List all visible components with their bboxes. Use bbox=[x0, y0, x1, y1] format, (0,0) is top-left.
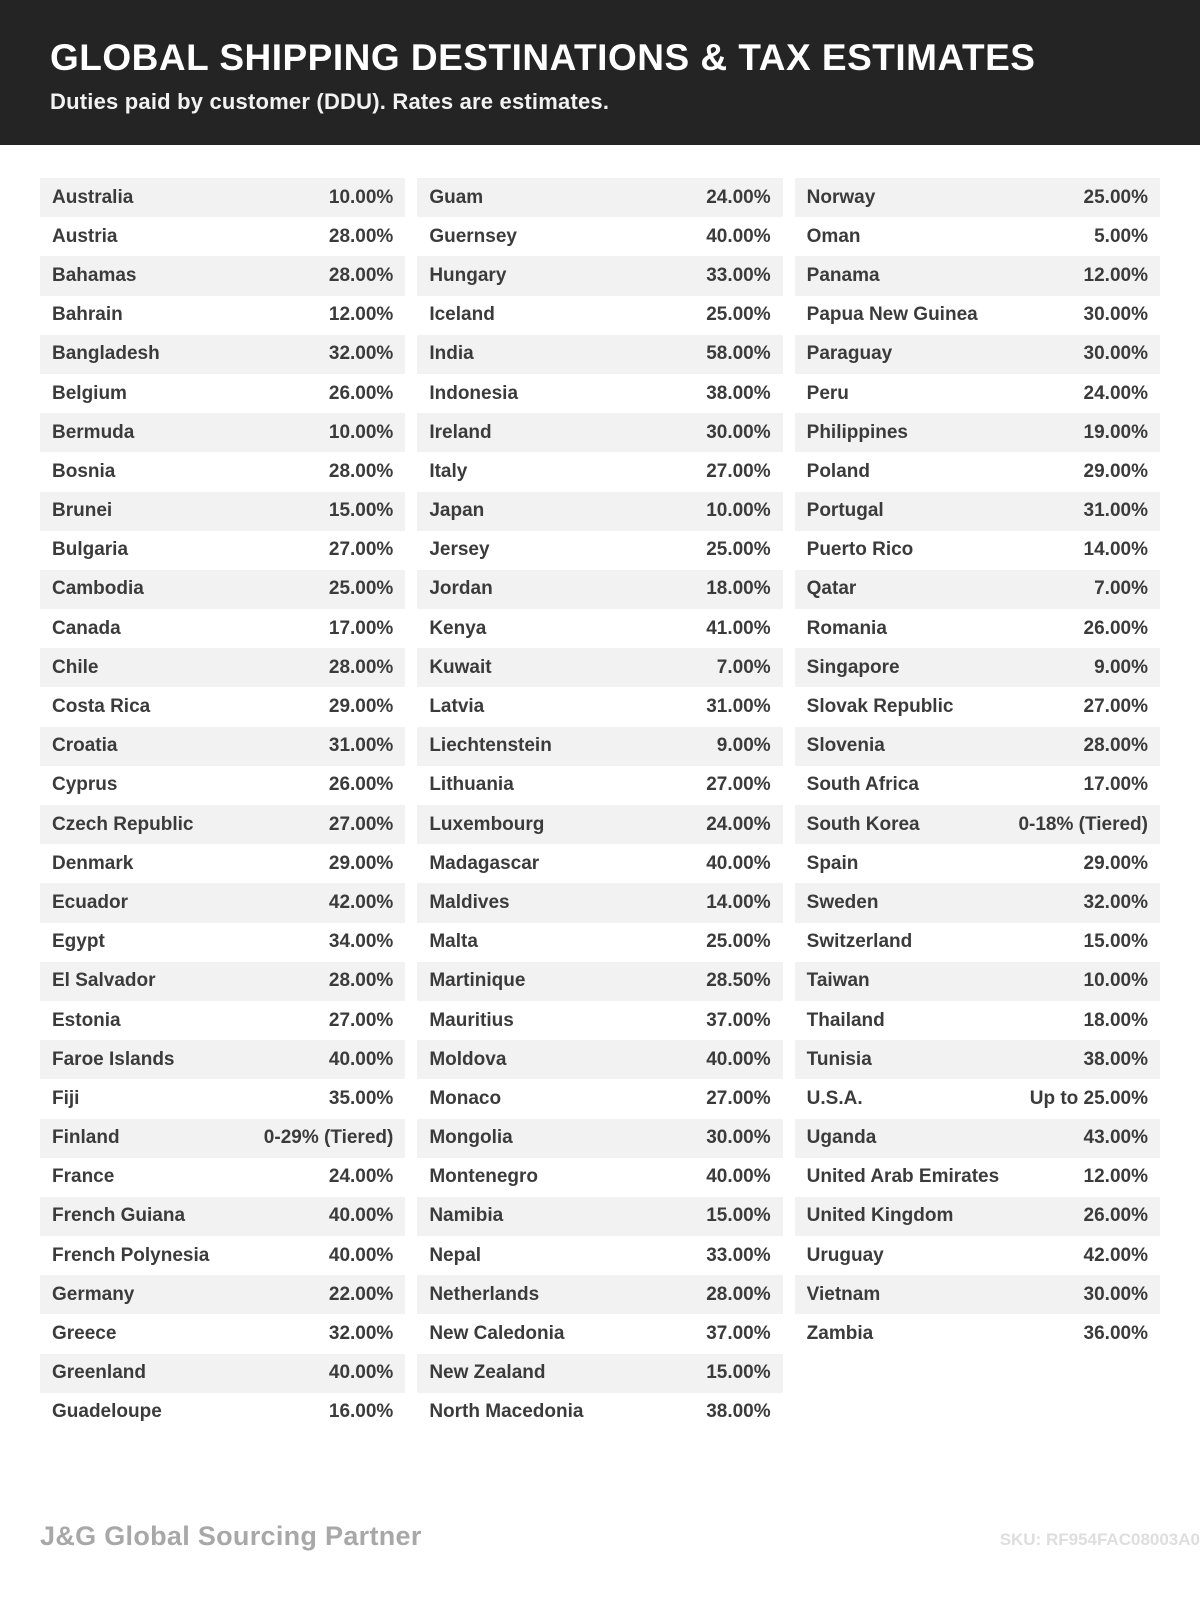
table-row bbox=[40, 570, 405, 609]
table-row bbox=[795, 648, 1160, 687]
country-name: French Polynesia bbox=[52, 1244, 210, 1266]
country-name: Egypt bbox=[52, 931, 105, 953]
table-row bbox=[40, 1040, 405, 1079]
country-name: Singapore bbox=[806, 656, 900, 678]
tax-rate: 0-29% (Tiered) bbox=[263, 1127, 394, 1149]
tax-rate: 15.00% bbox=[706, 1362, 771, 1384]
tax-rate: 24.00% bbox=[706, 813, 771, 835]
tax-rate: 10.00% bbox=[328, 186, 394, 208]
tax-rate: 27.00% bbox=[1083, 696, 1148, 718]
tax-rate: 0-18% (Tiered) bbox=[1018, 813, 1148, 835]
tax-rate: 10.00% bbox=[328, 421, 394, 443]
country-name: Maldives bbox=[429, 891, 510, 913]
tax-rate: 25.00% bbox=[706, 931, 771, 953]
table-row bbox=[795, 492, 1160, 531]
tax-rate: 40.00% bbox=[706, 852, 771, 874]
tax-rate: 24.00% bbox=[706, 186, 771, 208]
tax-rate: 24.00% bbox=[328, 1166, 394, 1188]
country-name: Germany bbox=[52, 1283, 135, 1305]
country-name: Croatia bbox=[52, 735, 118, 757]
table-row bbox=[417, 335, 782, 374]
tax-rate: 12.00% bbox=[1083, 264, 1148, 286]
country-name: South Africa bbox=[806, 774, 919, 796]
table-row bbox=[795, 178, 1160, 217]
country-name: France bbox=[52, 1166, 115, 1188]
country-name: Greenland bbox=[52, 1362, 146, 1384]
table-row bbox=[417, 1001, 782, 1040]
table-row bbox=[417, 766, 782, 805]
tax-rate: 31.00% bbox=[328, 735, 394, 757]
table-row bbox=[40, 1158, 405, 1197]
country-name: Slovak Republic bbox=[806, 696, 954, 718]
country-name: Estonia bbox=[52, 1009, 121, 1031]
table-row bbox=[40, 256, 405, 295]
rate-column-2 bbox=[417, 178, 782, 1432]
country-name: Australia bbox=[52, 186, 134, 208]
brand-name: J&G Global Sourcing Partner bbox=[40, 1521, 422, 1551]
tax-rate: 30.00% bbox=[1083, 304, 1148, 326]
table-row bbox=[40, 374, 405, 413]
tax-rate: 42.00% bbox=[328, 891, 394, 913]
country-name: United Kingdom bbox=[806, 1205, 954, 1227]
tax-rate: 58.00% bbox=[706, 343, 771, 365]
country-name: Guam bbox=[429, 186, 484, 208]
header bbox=[0, 0, 1200, 145]
tax-rate: 28.00% bbox=[328, 970, 394, 992]
table-row bbox=[417, 1236, 782, 1275]
tax-rate: 26.00% bbox=[1083, 617, 1148, 639]
table-row bbox=[795, 805, 1160, 844]
country-name: Chile bbox=[52, 656, 99, 678]
table-row bbox=[795, 1001, 1160, 1040]
table-row bbox=[417, 531, 782, 570]
country-name: South Korea bbox=[806, 813, 920, 835]
country-name: Nepal bbox=[429, 1244, 482, 1266]
table-row bbox=[40, 217, 405, 256]
table-row bbox=[40, 687, 405, 726]
tax-rate: 32.00% bbox=[1083, 891, 1148, 913]
table-row bbox=[795, 1119, 1160, 1158]
country-name: U.S.A. bbox=[806, 1087, 863, 1109]
tax-rate: 28.00% bbox=[328, 656, 394, 678]
tax-rate: 18.00% bbox=[1083, 1009, 1148, 1031]
country-name: Montenegro bbox=[429, 1166, 539, 1188]
country-name: United Arab Emirates bbox=[806, 1166, 1000, 1188]
tax-rate: 9.00% bbox=[716, 735, 771, 757]
country-name: Costa Rica bbox=[52, 696, 151, 718]
country-name: Spain bbox=[806, 852, 859, 874]
tax-rate: 25.00% bbox=[706, 304, 771, 326]
table-row bbox=[40, 805, 405, 844]
page-subtitle: Duties paid by customer (DDU). Rates are estimates. bbox=[50, 88, 610, 114]
country-name: Austria bbox=[52, 225, 118, 247]
tax-rate: 19.00% bbox=[1083, 421, 1148, 443]
country-name: Lithuania bbox=[429, 774, 514, 796]
country-name: French Guiana bbox=[52, 1205, 186, 1227]
country-name: Belgium bbox=[52, 382, 127, 404]
country-name: Cyprus bbox=[52, 774, 118, 796]
table-row bbox=[40, 1393, 405, 1432]
country-name: North Macedonia bbox=[429, 1401, 584, 1423]
tax-rate: 28.50% bbox=[706, 970, 771, 992]
table-row bbox=[795, 1158, 1160, 1197]
tax-rate: 40.00% bbox=[328, 1362, 394, 1384]
table-row bbox=[40, 962, 405, 1001]
country-name: Guadeloupe bbox=[52, 1401, 162, 1423]
tax-rate: 27.00% bbox=[328, 539, 394, 561]
table-row bbox=[795, 727, 1160, 766]
rate-column-3 bbox=[795, 178, 1160, 1354]
tax-rate: 14.00% bbox=[706, 891, 771, 913]
table-row bbox=[795, 766, 1160, 805]
tax-rate: 34.00% bbox=[328, 931, 394, 953]
table-row bbox=[40, 1119, 405, 1158]
table-row bbox=[417, 452, 782, 491]
country-name: El Salvador bbox=[52, 970, 156, 992]
table-row bbox=[417, 962, 782, 1001]
country-name: Cambodia bbox=[52, 578, 144, 600]
country-name: New Zealand bbox=[429, 1362, 546, 1384]
tax-rate: 38.00% bbox=[1083, 1048, 1148, 1070]
table-row bbox=[417, 570, 782, 609]
table-row bbox=[40, 844, 405, 883]
tax-rate: 36.00% bbox=[1083, 1323, 1148, 1345]
table-row bbox=[417, 256, 782, 295]
tax-rate: 15.00% bbox=[1083, 931, 1148, 953]
country-name: Bermuda bbox=[52, 421, 135, 443]
country-name: Denmark bbox=[52, 852, 134, 874]
country-name: Uruguay bbox=[806, 1244, 884, 1266]
country-name: Canada bbox=[52, 617, 121, 639]
tax-rate: 15.00% bbox=[328, 500, 394, 522]
table-row bbox=[40, 1275, 405, 1314]
table-row bbox=[795, 1314, 1160, 1353]
country-name: Slovenia bbox=[806, 735, 885, 757]
table-row bbox=[795, 1197, 1160, 1236]
country-name: Mongolia bbox=[429, 1127, 513, 1149]
tax-rate: 27.00% bbox=[706, 460, 771, 482]
tax-rate: 28.00% bbox=[706, 1283, 771, 1305]
country-name: Papua New Guinea bbox=[806, 304, 978, 326]
country-name: Hungary bbox=[429, 264, 507, 286]
tax-rate: 28.00% bbox=[328, 264, 394, 286]
table-row bbox=[795, 687, 1160, 726]
country-name: Jordan bbox=[429, 578, 493, 600]
table-row bbox=[795, 570, 1160, 609]
table-row bbox=[40, 727, 405, 766]
tax-rate: 25.00% bbox=[328, 578, 394, 600]
table-row bbox=[40, 492, 405, 531]
table-row bbox=[40, 766, 405, 805]
tax-rate: 16.00% bbox=[328, 1401, 394, 1423]
tax-rate: 12.00% bbox=[328, 304, 394, 326]
tax-rate: 28.00% bbox=[328, 225, 394, 247]
tax-rate: 14.00% bbox=[1083, 539, 1148, 561]
country-name: Luxembourg bbox=[429, 813, 545, 835]
country-name: Peru bbox=[806, 382, 849, 404]
tax-rate: 27.00% bbox=[706, 1087, 771, 1109]
table-row bbox=[417, 1197, 782, 1236]
rate-column-1 bbox=[40, 178, 405, 1432]
tax-rate: 22.00% bbox=[328, 1283, 394, 1305]
table-row bbox=[417, 413, 782, 452]
country-name: Martinique bbox=[429, 970, 526, 992]
table-row bbox=[795, 1040, 1160, 1079]
tax-rate: 28.00% bbox=[328, 460, 394, 482]
table-row bbox=[417, 217, 782, 256]
tax-rate: 5.00% bbox=[1094, 225, 1148, 247]
tax-rate: 29.00% bbox=[328, 696, 394, 718]
country-name: Switzerland bbox=[806, 931, 913, 953]
country-name: Oman bbox=[806, 225, 861, 247]
tax-rate: 37.00% bbox=[706, 1323, 771, 1345]
table-row bbox=[795, 531, 1160, 570]
table-row bbox=[417, 1119, 782, 1158]
table-row bbox=[795, 923, 1160, 962]
tax-rate: 12.00% bbox=[1083, 1166, 1148, 1188]
tax-rate: 31.00% bbox=[1083, 500, 1148, 522]
table-row bbox=[40, 1001, 405, 1040]
country-name: Liechtenstein bbox=[429, 735, 552, 757]
table-row bbox=[795, 256, 1160, 295]
tax-rate: 18.00% bbox=[706, 578, 771, 600]
table-row bbox=[40, 1197, 405, 1236]
country-name: Finland bbox=[52, 1127, 120, 1149]
country-name: Bosnia bbox=[52, 460, 116, 482]
tax-rate: 30.00% bbox=[706, 421, 771, 443]
table-row bbox=[40, 609, 405, 648]
country-name: Kuwait bbox=[429, 656, 492, 678]
tax-rate: 29.00% bbox=[1083, 460, 1148, 482]
country-name: Ireland bbox=[429, 421, 492, 443]
table-row bbox=[795, 374, 1160, 413]
table-row bbox=[417, 296, 782, 335]
country-name: Thailand bbox=[806, 1009, 885, 1031]
tax-rate: 35.00% bbox=[328, 1087, 394, 1109]
country-name: Puerto Rico bbox=[806, 539, 914, 561]
tax-rate: 30.00% bbox=[1083, 1283, 1148, 1305]
table-row bbox=[417, 1393, 782, 1432]
table-row bbox=[417, 1275, 782, 1314]
country-name: Qatar bbox=[806, 578, 857, 600]
country-name: Bahrain bbox=[52, 304, 123, 326]
table-row bbox=[417, 727, 782, 766]
table-row bbox=[417, 883, 782, 922]
tax-rate: 29.00% bbox=[1083, 852, 1148, 874]
tax-rate: 27.00% bbox=[328, 813, 394, 835]
country-name: Mauritius bbox=[429, 1009, 514, 1031]
table-row bbox=[40, 648, 405, 687]
footer bbox=[40, 1521, 1200, 1552]
tax-rate: 25.00% bbox=[706, 539, 771, 561]
country-name: Sweden bbox=[806, 891, 879, 913]
country-name: Philippines bbox=[806, 421, 909, 443]
tax-rate: 15.00% bbox=[706, 1205, 771, 1227]
country-name: Moldova bbox=[429, 1048, 507, 1070]
country-name: Paraguay bbox=[806, 343, 893, 365]
table-row bbox=[417, 1158, 782, 1197]
tax-rate: 32.00% bbox=[328, 1323, 394, 1345]
table-row bbox=[40, 452, 405, 491]
country-name: Latvia bbox=[429, 696, 485, 718]
country-name: Italy bbox=[429, 460, 468, 482]
table-row bbox=[417, 923, 782, 962]
table-row bbox=[795, 452, 1160, 491]
tax-rate: 40.00% bbox=[706, 1048, 771, 1070]
country-name: New Caledonia bbox=[429, 1323, 565, 1345]
tax-rate: 29.00% bbox=[328, 852, 394, 874]
tax-rate: Up to 25.00% bbox=[1029, 1087, 1148, 1109]
table-row bbox=[417, 648, 782, 687]
country-name: Fiji bbox=[52, 1087, 80, 1109]
tax-rate: 38.00% bbox=[706, 382, 771, 404]
table-row bbox=[417, 1354, 782, 1393]
table-row bbox=[417, 178, 782, 217]
table-row bbox=[795, 413, 1160, 452]
page-title: GLOBAL SHIPPING DESTINATIONS & TAX ESTIMATES bbox=[50, 37, 1036, 78]
country-name: Tunisia bbox=[806, 1048, 872, 1070]
tax-rate: 33.00% bbox=[706, 264, 771, 286]
country-name: Vietnam bbox=[806, 1283, 881, 1305]
table-row bbox=[40, 923, 405, 962]
table-row bbox=[40, 531, 405, 570]
country-name: Japan bbox=[429, 500, 485, 522]
table-row bbox=[40, 883, 405, 922]
tax-rate: 37.00% bbox=[706, 1009, 771, 1031]
country-name: Iceland bbox=[429, 304, 495, 326]
table-row bbox=[795, 844, 1160, 883]
table-row bbox=[417, 609, 782, 648]
country-name: Madagascar bbox=[429, 852, 540, 874]
country-name: Guernsey bbox=[429, 225, 517, 247]
tax-rate: 17.00% bbox=[1083, 774, 1148, 796]
tax-rate: 10.00% bbox=[706, 500, 771, 522]
tax-rate: 7.00% bbox=[1094, 578, 1148, 600]
tax-rate: 42.00% bbox=[1083, 1244, 1148, 1266]
country-name: Namibia bbox=[429, 1205, 504, 1227]
country-name: Faroe Islands bbox=[52, 1048, 175, 1070]
country-name: Zambia bbox=[806, 1323, 874, 1345]
country-name: Kenya bbox=[429, 617, 487, 639]
table-row bbox=[417, 1040, 782, 1079]
table-row bbox=[795, 335, 1160, 374]
country-name: Norway bbox=[806, 186, 876, 208]
table-row bbox=[417, 492, 782, 531]
tax-rate: 40.00% bbox=[328, 1048, 394, 1070]
table-row bbox=[417, 844, 782, 883]
country-name: Netherlands bbox=[429, 1283, 540, 1305]
tax-rate: 31.00% bbox=[706, 696, 771, 718]
table-row bbox=[795, 1079, 1160, 1118]
table-row bbox=[417, 374, 782, 413]
country-name: Malta bbox=[429, 931, 478, 953]
tax-rate: 40.00% bbox=[706, 1166, 771, 1188]
tax-rate: 43.00% bbox=[1083, 1127, 1148, 1149]
tax-rate: 27.00% bbox=[328, 1009, 394, 1031]
country-name: Czech Republic bbox=[52, 813, 194, 835]
table-row bbox=[417, 1314, 782, 1353]
tax-rate: 30.00% bbox=[706, 1127, 771, 1149]
tax-rate: 40.00% bbox=[328, 1205, 394, 1227]
country-name: Bangladesh bbox=[52, 343, 160, 365]
table-row bbox=[795, 1275, 1160, 1314]
table-row bbox=[795, 962, 1160, 1001]
table-row bbox=[40, 413, 405, 452]
table-row bbox=[40, 335, 405, 374]
tax-rate: 24.00% bbox=[1083, 382, 1148, 404]
tax-rate: 10.00% bbox=[1083, 970, 1148, 992]
tax-rate: 26.00% bbox=[1083, 1205, 1148, 1227]
sku-label: SKU: RF954FAC08003A0 bbox=[999, 1530, 1200, 1549]
country-name: Greece bbox=[52, 1323, 117, 1345]
tax-rate: 32.00% bbox=[328, 343, 394, 365]
table-row bbox=[40, 1314, 405, 1353]
tax-rate: 38.00% bbox=[706, 1401, 771, 1423]
tax-rate: 40.00% bbox=[328, 1244, 394, 1266]
table-row bbox=[795, 217, 1160, 256]
tax-rate: 41.00% bbox=[706, 617, 771, 639]
country-name: Romania bbox=[806, 617, 887, 639]
table-row bbox=[795, 609, 1160, 648]
country-name: Panama bbox=[806, 264, 880, 286]
country-name: Portugal bbox=[806, 500, 884, 522]
table-row bbox=[40, 178, 405, 217]
tax-rate: 26.00% bbox=[328, 382, 394, 404]
country-name: Uganda bbox=[806, 1127, 877, 1149]
table-row bbox=[795, 296, 1160, 335]
country-name: Bulgaria bbox=[52, 539, 129, 561]
table-row bbox=[417, 1079, 782, 1118]
table-row bbox=[795, 883, 1160, 922]
table-row bbox=[40, 1354, 405, 1393]
table-row bbox=[795, 1236, 1160, 1275]
tax-rate: 40.00% bbox=[706, 225, 771, 247]
table-row bbox=[40, 1236, 405, 1275]
country-name: Monaco bbox=[429, 1087, 502, 1109]
table-row bbox=[40, 296, 405, 335]
country-name: Jersey bbox=[429, 539, 490, 561]
tax-rate: 9.00% bbox=[1094, 656, 1148, 678]
table-row bbox=[40, 1079, 405, 1118]
tax-rate: 17.00% bbox=[328, 617, 394, 639]
tax-rate: 27.00% bbox=[706, 774, 771, 796]
tax-rate: 7.00% bbox=[716, 656, 771, 678]
table-row bbox=[417, 805, 782, 844]
country-name: Brunei bbox=[52, 500, 113, 522]
tax-rate: 25.00% bbox=[1083, 186, 1148, 208]
country-name: Poland bbox=[806, 460, 870, 482]
tax-rate: 30.00% bbox=[1083, 343, 1148, 365]
country-name: Ecuador bbox=[52, 891, 129, 913]
country-name: Taiwan bbox=[806, 970, 870, 992]
tax-rate: 33.00% bbox=[706, 1244, 771, 1266]
country-name: Indonesia bbox=[429, 382, 519, 404]
country-name: Bahamas bbox=[52, 264, 137, 286]
tax-rate: 26.00% bbox=[328, 774, 394, 796]
table-row bbox=[417, 687, 782, 726]
rates-table bbox=[0, 178, 1200, 1432]
country-name: India bbox=[429, 343, 474, 365]
tax-rate: 28.00% bbox=[1083, 735, 1148, 757]
